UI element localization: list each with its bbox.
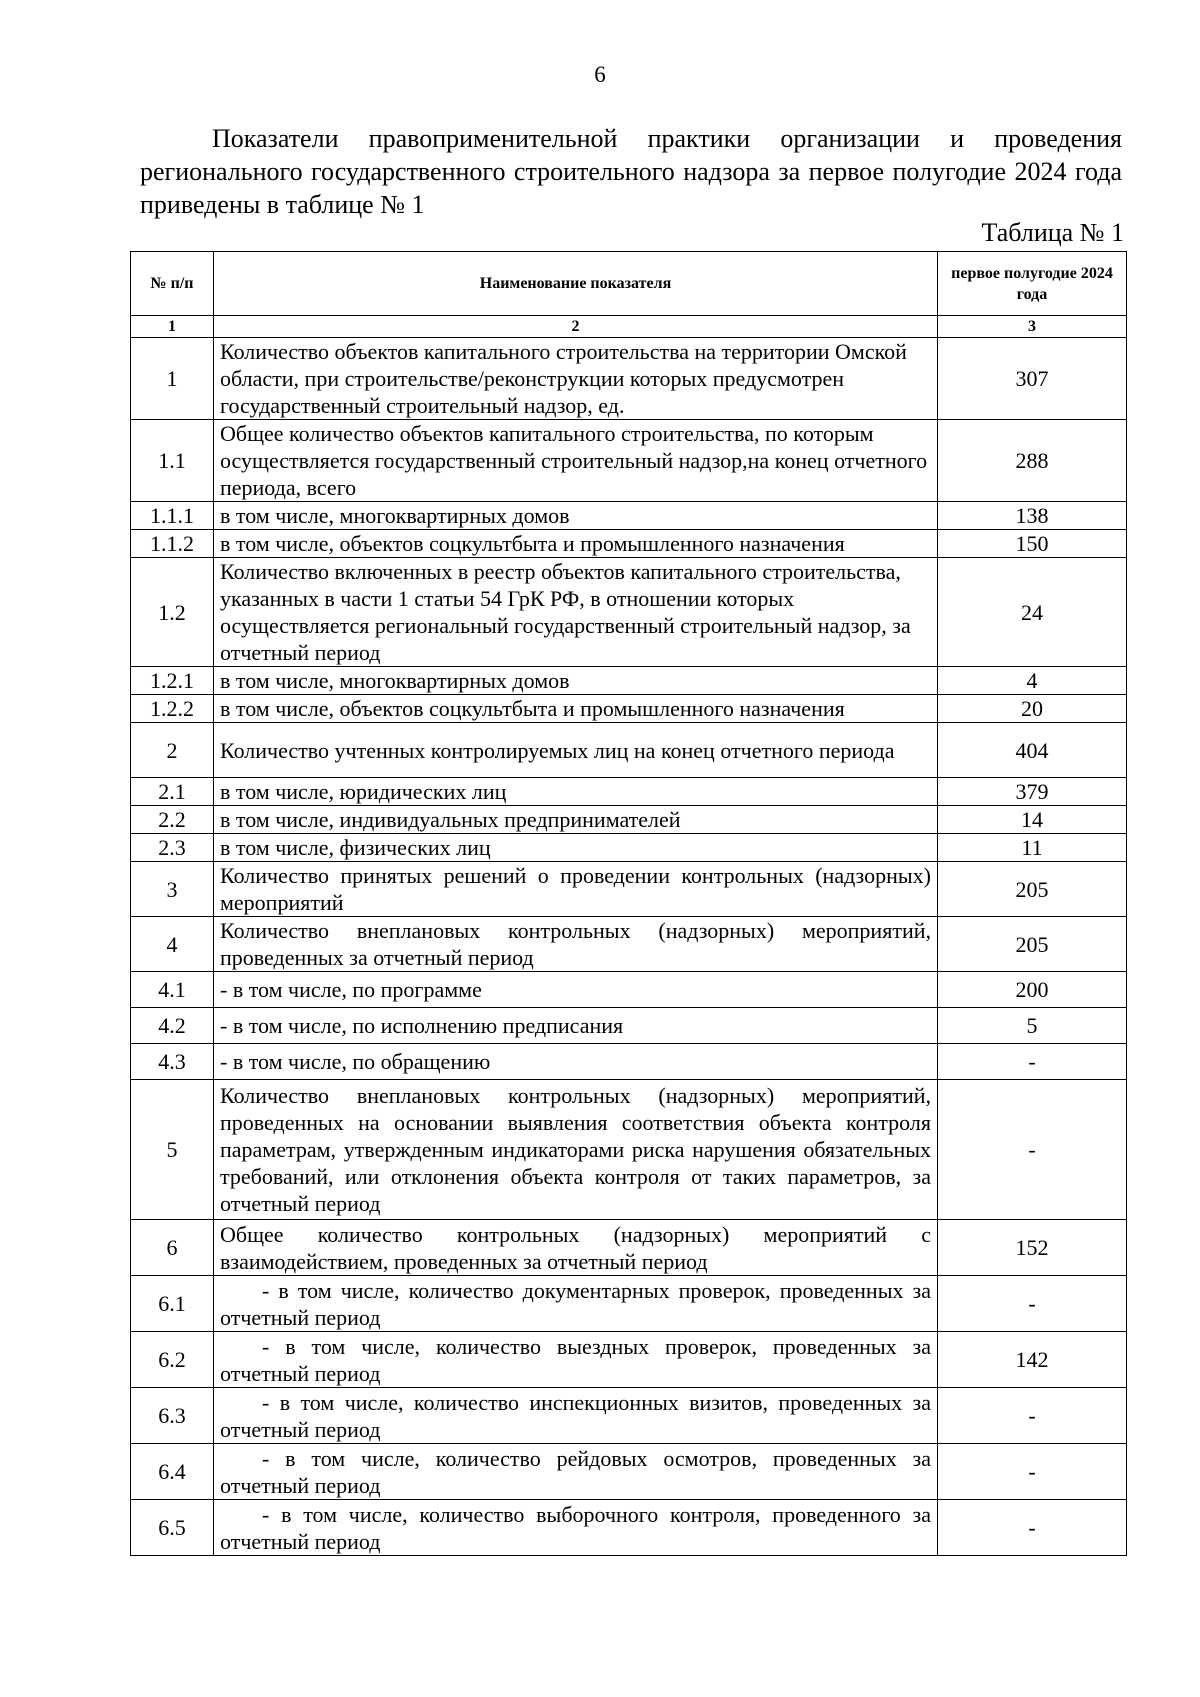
indicator-name: - в том числе, количество рейдовых осмотров, проведенных за отчетный период [214, 1444, 938, 1500]
table-row [131, 1276, 1127, 1332]
indicator-name: Общее количество объектов капитального строительства, по которым осуществляется государственный строительный надзор,на конец отчетного периода, всего [214, 420, 938, 502]
indicator-name: в том числе, объектов соцкультбыта и промышленного назначения [214, 530, 938, 558]
row-number: 1.2.2 [131, 695, 214, 723]
row-number: 3 [131, 862, 214, 917]
indicator-name: в том числе, объектов соцкультбыта и промышленного назначения [214, 695, 938, 723]
header-period-value: первое полугодие 2024 года [938, 252, 1127, 316]
table-row [131, 723, 1127, 778]
row-number: 4.1 [131, 972, 214, 1008]
indicator-name: Количество принятых решений о проведении контрольных (надзорных) мероприятий [214, 862, 938, 917]
row-number: 6.4 [131, 1444, 214, 1500]
indicator-value: 4 [938, 667, 1127, 695]
table-row [131, 1388, 1127, 1444]
indicator-name: в том числе, многоквартирных домов [214, 502, 938, 530]
indicator-name: Количество учтенных контролируемых лиц на конец отчетного периода [214, 723, 938, 778]
indicator-value: 142 [938, 1332, 1127, 1388]
column-number: 2 [214, 316, 938, 338]
table-row [131, 778, 1127, 806]
table-row [131, 972, 1127, 1008]
indicator-name: в том числе, многоквартирных домов [214, 667, 938, 695]
row-number: 1.2.1 [131, 667, 214, 695]
table-row [131, 1220, 1127, 1276]
indicator-name: Количество объектов капитального строительства на территории Омской области, при строительстве/реконструкции которых предусмотрен государственный строительный надзор, ед. [214, 338, 938, 420]
row-number: 6 [131, 1220, 214, 1276]
indicator-value: 379 [938, 778, 1127, 806]
indicator-value: - [938, 1500, 1127, 1556]
indicator-value: 200 [938, 972, 1127, 1008]
indicator-name: в том числе, физических лиц [214, 834, 938, 862]
table-row [131, 502, 1127, 530]
table-row [131, 806, 1127, 834]
row-number: 2 [131, 723, 214, 778]
column-number: 3 [938, 316, 1127, 338]
indicator-value: 138 [938, 502, 1127, 530]
table-caption: Таблица № 1 [981, 218, 1124, 247]
table-row [131, 558, 1127, 667]
indicator-name: Количество включенных в реестр объектов капитального строительства, указанных в части 1 статьи 54 ГрК РФ, в отношении которых осуществляется региональный государственный строительный надзор, за отчетный период [214, 558, 938, 667]
indicator-name: - в том числе, количество выездных проверок, проведенных за отчетный период [214, 1332, 938, 1388]
row-number: 4.2 [131, 1008, 214, 1044]
indicator-value: 404 [938, 723, 1127, 778]
indicator-value: - [938, 1276, 1127, 1332]
indicator-value: 24 [938, 558, 1127, 667]
table-row [131, 420, 1127, 502]
row-number: 1.2 [131, 558, 214, 667]
indicator-name: Количество внеплановых контрольных (надзорных) мероприятий, проведенных на основании выявления соответствия объекта контроля параметрам, утвержденным индикаторами риска нарушения обязательных требований, или отклонения объекта контроля от таких параметров, за отчетный период [214, 1080, 938, 1220]
indicator-value: - [938, 1044, 1127, 1080]
indicator-name: Общее количество контрольных (надзорных) мероприятий с взаимодействием, проведенных за отчетный период [214, 1220, 938, 1276]
intro-text: Показатели правоприменительной практики организации и проведения регионального государственного строительного надзора за первое полугодие 2024 года приведены в таблице № 1 [140, 124, 1122, 219]
intro-paragraph [140, 122, 1122, 221]
page-number: 6 [594, 62, 606, 87]
row-number: 1.1.1 [131, 502, 214, 530]
table-row [131, 1044, 1127, 1080]
indicator-name: - в том числе, по исполнению предписания [214, 1008, 938, 1044]
indicator-value: 205 [938, 917, 1127, 972]
indicator-value: 20 [938, 695, 1127, 723]
indicator-value: 11 [938, 834, 1127, 862]
header-indicator-name: Наименование показателя [214, 252, 938, 316]
column-number: 1 [131, 316, 214, 338]
row-number: 4.3 [131, 1044, 214, 1080]
table-row [131, 1500, 1127, 1556]
table-row [131, 1332, 1127, 1388]
table-row [131, 917, 1127, 972]
indicator-name: в том числе, юридических лиц [214, 778, 938, 806]
indicator-value: 307 [938, 338, 1127, 420]
indicator-name: - в том числе, количество выборочного контроля, проведенного за отчетный период [214, 1500, 938, 1556]
table-row [131, 1080, 1127, 1220]
table-row [131, 667, 1127, 695]
column-number-row [131, 316, 1127, 338]
indicator-name: - в том числе, количество инспекционных визитов, проведенных за отчетный период [214, 1388, 938, 1444]
table-row [131, 834, 1127, 862]
indicators-table [130, 251, 1127, 1556]
indicator-value: - [938, 1388, 1127, 1444]
indicator-value: 152 [938, 1220, 1127, 1276]
indicator-value: 150 [938, 530, 1127, 558]
row-number: 1.1.2 [131, 530, 214, 558]
table-row [131, 530, 1127, 558]
indicator-name: - в том числе, количество документарных проверок, проведенных за отчетный период [214, 1276, 938, 1332]
table-header-row [131, 252, 1127, 316]
indicator-name: в том числе, индивидуальных предпринимателей [214, 806, 938, 834]
table-row [131, 1008, 1127, 1044]
row-number: 2.2 [131, 806, 214, 834]
indicator-name: - в том числе, по программе [214, 972, 938, 1008]
row-number: 2.1 [131, 778, 214, 806]
row-number: 4 [131, 917, 214, 972]
row-number: 6.5 [131, 1500, 214, 1556]
row-number: 1 [131, 338, 214, 420]
row-number: 1.1 [131, 420, 214, 502]
row-number: 2.3 [131, 834, 214, 862]
indicator-name: - в том числе, по обращению [214, 1044, 938, 1080]
row-number: 6.1 [131, 1276, 214, 1332]
indicator-value: 5 [938, 1008, 1127, 1044]
indicator-value: - [938, 1444, 1127, 1500]
row-number: 6.2 [131, 1332, 214, 1388]
table-row [131, 338, 1127, 420]
table-row [131, 862, 1127, 917]
indicator-value: 14 [938, 806, 1127, 834]
indicator-name: Количество внеплановых контрольных (надзорных) мероприятий, проведенных за отчетный период [214, 917, 938, 972]
table-row [131, 695, 1127, 723]
table-row [131, 1444, 1127, 1500]
indicator-value: 288 [938, 420, 1127, 502]
indicator-value: 205 [938, 862, 1127, 917]
row-number: 6.3 [131, 1388, 214, 1444]
row-number: 5 [131, 1080, 214, 1220]
header-number: № п/п [131, 252, 214, 316]
indicator-value: - [938, 1080, 1127, 1220]
